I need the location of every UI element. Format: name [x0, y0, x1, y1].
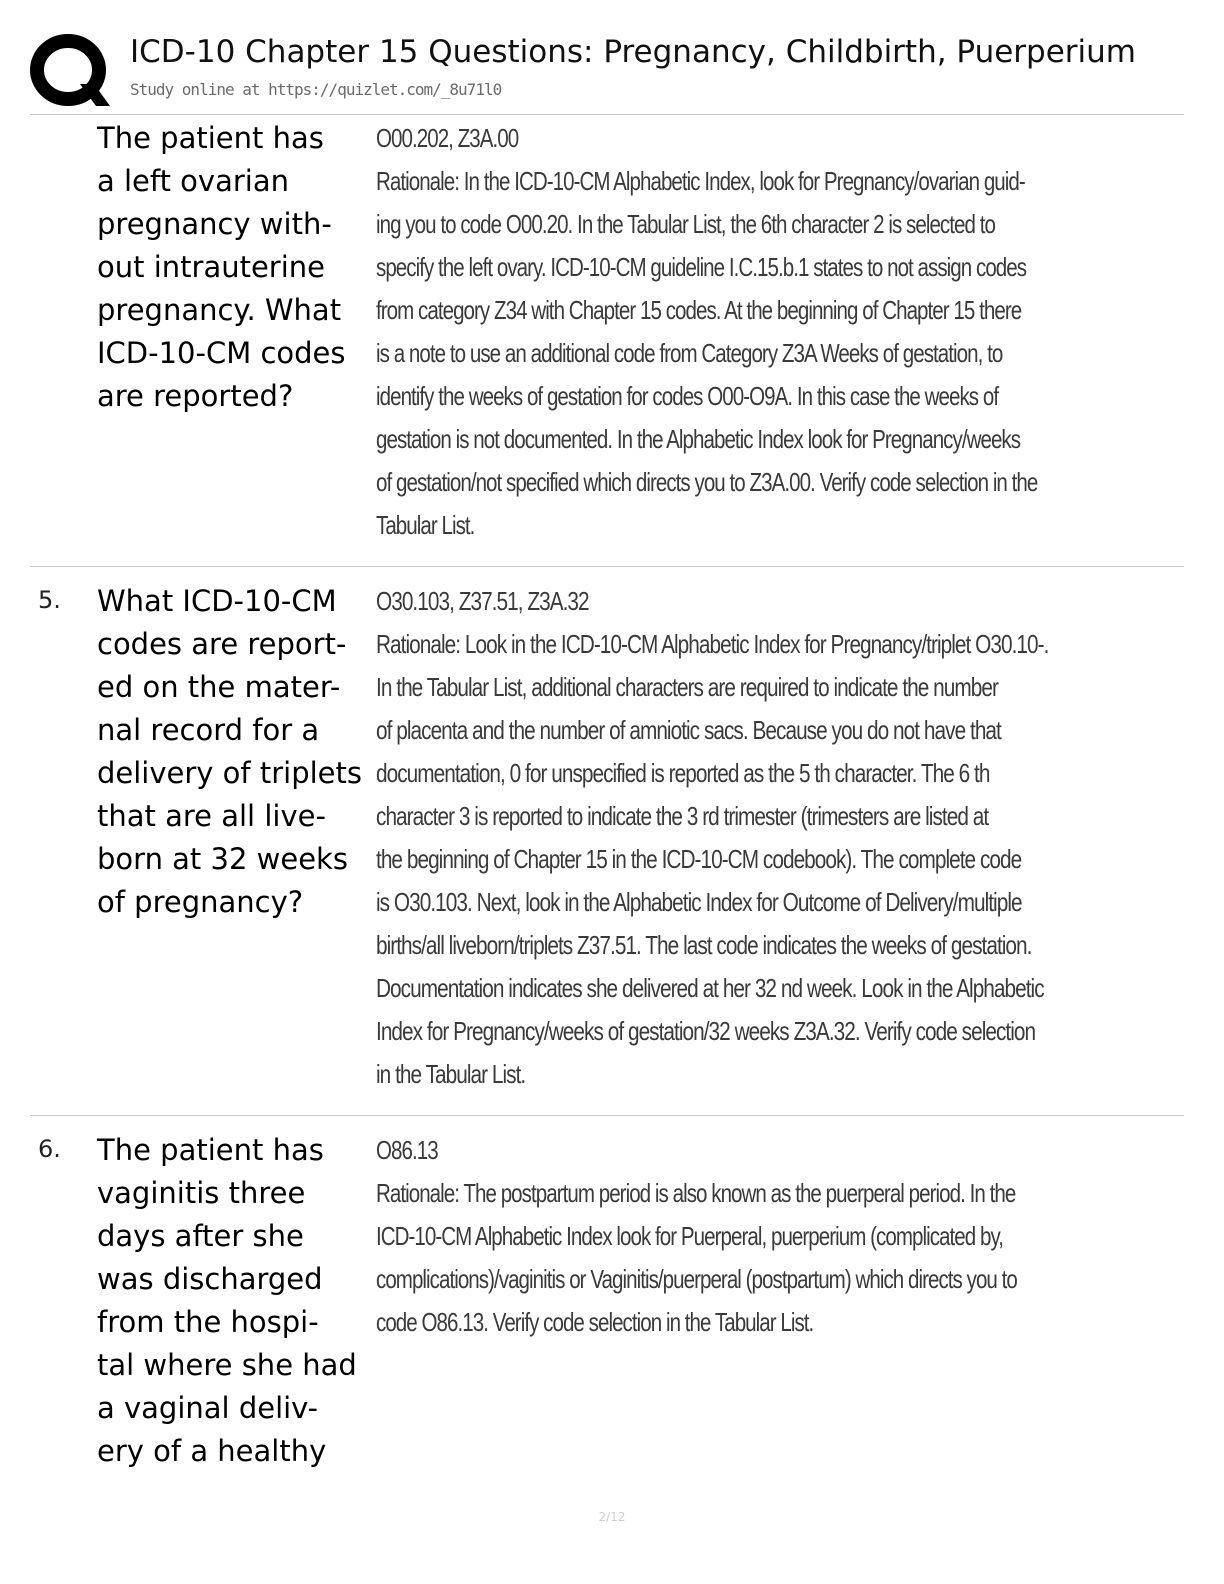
rationale-line: code O86.13. Verify code selection in the Tabular List. — [376, 1307, 814, 1337]
rationale-line: in the Tabular List. — [376, 1059, 526, 1089]
rationale-line: character 3 is reported to indicate the 3 rd trimester (trimesters are listed at — [376, 801, 989, 831]
rationale-line: gestation is not documented. In the Alphabetic Index look for Pregnancy/weeks — [376, 424, 1021, 454]
divider — [30, 566, 1184, 567]
answer-codes: O00.202, Z3A.00 — [376, 123, 519, 153]
study-link[interactable]: Study online at https://quizlet.com/_8u71l0 — [130, 80, 502, 99]
rationale-line: the beginning of Chapter 15 in the ICD-10-CM codebook). The complete code — [376, 844, 1022, 874]
rationale-line: ICD-10-CM Alphabetic Index look for Puerperal, puerperium (complicated by, — [376, 1221, 1004, 1251]
rationale-line: is O30.103. Next, look in the Alphabetic Index for Outcome of Delivery/multiple — [376, 887, 1022, 917]
rationale-line: specify the left ovary. ICD-10-CM guideline I.C.15.b.1 states to not assign codes — [376, 252, 1027, 282]
card-number: 6. — [38, 1135, 61, 1163]
page-number: 2/12 — [598, 1510, 626, 1524]
answer-codes: O30.103, Z37.51, Z3A.32 — [376, 586, 589, 616]
card-question: The patient has a left ovarian pregnancy with- out intrauterine pregnancy. What ICD-10-CM codes are reported? — [97, 121, 346, 413]
rationale-line: Rationale: The postpartum period is also known as the puerperal period. In the — [376, 1178, 1016, 1208]
card-answer — [376, 580, 1049, 1096]
card-question: The patient has vaginitis three days after she was discharged from the hospi- tal where she had a vaginal deliv- ery of a healthy — [97, 1133, 357, 1468]
rationale-line: In the Tabular List, additional characters are required to indicate the number — [376, 672, 998, 702]
rationale-line: births/all liveborn/triplets Z37.51. The last code indicates the weeks of gestation. — [376, 930, 1032, 960]
quizlet-logo-icon — [30, 32, 110, 110]
rationale-line: complications)/vaginitis or Vaginitis/puerperal (postpartum) which directs you to — [376, 1264, 1017, 1294]
divider — [30, 1115, 1184, 1116]
rationale-line: documentation, 0 for unspecified is reported as the 5 th character. The 6 th — [376, 758, 990, 788]
card-number: 5. — [38, 586, 61, 614]
rationale-line: Tabular List. — [376, 510, 475, 540]
rationale-line: is a note to use an additional code from Category Z3A Weeks of gestation, to — [376, 338, 1003, 368]
rationale-line: Rationale: In the ICD-10-CM Alphabetic Index, look for Pregnancy/ovarian guid- — [376, 166, 1025, 196]
page-header — [30, 28, 1184, 114]
rationale-line: identify the weeks of gestation for codes O00-O9A. In this case the weeks of — [376, 381, 999, 411]
card-answer — [376, 117, 1038, 547]
rationale-line: of placenta and the number of amniotic sacs. Because you do not have that — [376, 715, 1001, 745]
card-question: What ICD-10-CM codes are report- ed on the mater- nal record for a delivery of triplets that are all live- born at 32 weeks of pregnancy? — [97, 584, 362, 919]
rationale-line: Rationale: Look in the ICD-10-CM Alphabetic Index for Pregnancy/triplet O30.10-. — [376, 629, 1049, 659]
rationale-line: ing you to code O00.20. In the Tabular List, the 6th character 2 is selected to — [376, 209, 995, 239]
rationale-line: Index for Pregnancy/weeks of gestation/32 weeks Z3A.32. Verify code selection — [376, 1016, 1036, 1046]
rationale-line: Documentation indicates she delivered at her 32 nd week. Look in the Alphabetic — [376, 973, 1044, 1003]
page-title: ICD-10 Chapter 15 Questions: Pregnancy, Childbirth, Puerperium — [130, 34, 1137, 70]
answer-codes: O86.13 — [376, 1135, 438, 1165]
divider — [30, 114, 1184, 115]
card-answer — [376, 1129, 1017, 1344]
rationale-line: of gestation/not specified which directs you to Z3A.00. Verify code selection in the — [376, 467, 1038, 497]
rationale-line: from category Z34 with Chapter 15 codes. At the beginning of Chapter 15 there — [376, 295, 1022, 325]
